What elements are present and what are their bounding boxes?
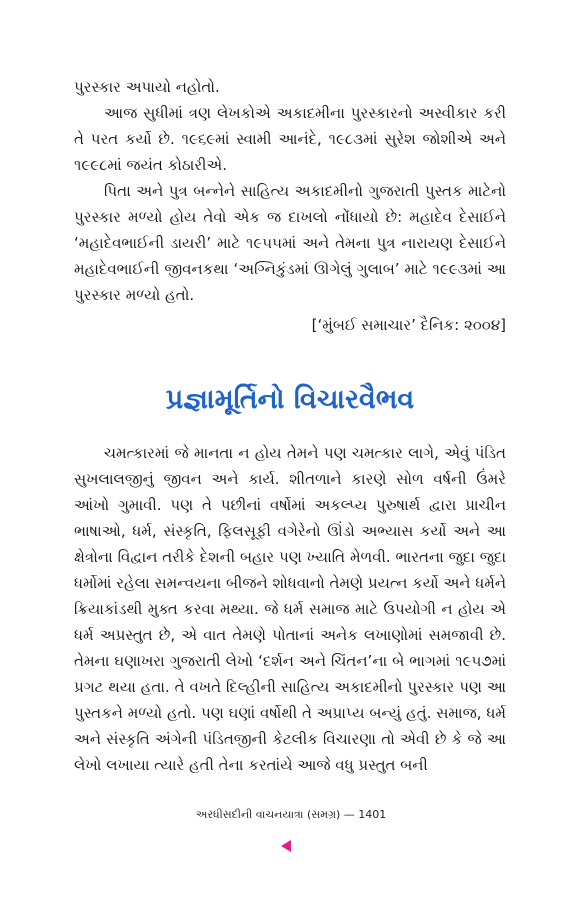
paragraph-3: પિતા અને પુત્ર બન્નેને સાહિત્ય અકાદમીનો ગુજરાતી પુસ્તક માટેનો પુરસ્કાર મળ્યો હોય તેવો એક જ દાખલો નોંધાયો છે: મહાદેવ દેસાઈને ‘મહાદેવભાઈની ડાયરી’ માટે ૧૯૫૫માં અને તેમના પુત્ર નારાયણ દેસાઈને મહાદેવભાઈની જીવનકથા ‘અગ્નિકુંડમાં ઊગેલું ગુલાબ’ માટે ૧૯૯૩માં આ પુરસ્કાર મળ્યો હતો. (74, 182, 506, 304)
paragraph-2: આજ સુધીમાં ત્રણ લેખકોએ અકાદમીના પુરસ્કારનો અસ્વીકાર કરી તે પરત કર્યો છે. ૧૯૬૯માં સ્વામી આનંદે, ૧૯૮૩માં સુરેશ જોશીએ અને ૧૯૯૮માં જયંત કોઠારીએ. (74, 104, 506, 174)
source-citation: [‘મુંબઈ સમાચાર’ દૈનિક: ૨૦૦૪] (311, 316, 506, 334)
page-body (74, 74, 506, 778)
prev-page-arrow-icon[interactable] (281, 840, 291, 852)
paragraph-4: ચમત્કારમાં જે માનતા ન હોય તેમને પણ ચમત્કાર લાગે, એવું પંડિત સુખલાલજીનું જીવન અને કાર્ય. શીતળાને કારણે સોળ વર્ષની ઉંમરે આંખો ગુમાવી. પણ તે પછીનાં વર્ષોમાં અકલ્પ્ય પુરુષાર્થ દ્વારા પ્રાચીન ભાષાઓ, ધર્મ, સંસ્કૃતિ, ફિલસૂફી વગેરેનો ઊંડો અભ્યાસ કર્યો અને આ ક્ષેત્રોના વિદ્વાન તરીકે દેશની બહાર પણ ખ્યાતિ મેળવી. ભારતના જુદા જુદા ધર્મોમાં રહેલા સમન્વયના બીજને શોધવાનો તેમણે પ્રયત્ન કર્યો અને ધર્મને ક્રિયાકાંડથી મુક્ત કરવા મથ્યા. જે ધર્મ સમાજ માટે ઉપયોગી ન હોય એ ધર્મ અપ્રસ્તુત છે, એ વાત તેમણે પોતાનાં અનેક લખાણોમાં સમજાવી છે. તેમના ઘણાખરા ગુજરાતી લેખો ‘દર્શન અને ચિંતન’ના બે ભાગમાં ૧૯૫૭માં પ્રગટ થયા હતા. તે વખતે દિલ્હીની સાહિત્ય અકાદમીનો પુરસ્કાર પણ આ પુસ્તકને મળ્યો હતો. પણ ઘણાં વર્ષોથી તે અપ્રાપ્ય બન્યું હતું. સમાજ, ધર્મ અને સંસ્કૃતિ અંગેની પંડિતજીની કેટલીક વિચારણા તો એવી છે કે જે આ લેખો લખાયા ત્યારે હતી તેના કરતાંયે આજે વધુ પ્રસ્તુત બની (74, 444, 506, 774)
page-footer: અરધીસદીની વાચનયાત્રા (સમગ્ર) — 1401 (195, 808, 387, 821)
paragraph-1: પુરસ્કાર અપાયો નહોતો. (74, 78, 220, 96)
section-heading: પ્રજ્ઞામૂર્તિનો વિચારવૈભવ (165, 384, 415, 415)
